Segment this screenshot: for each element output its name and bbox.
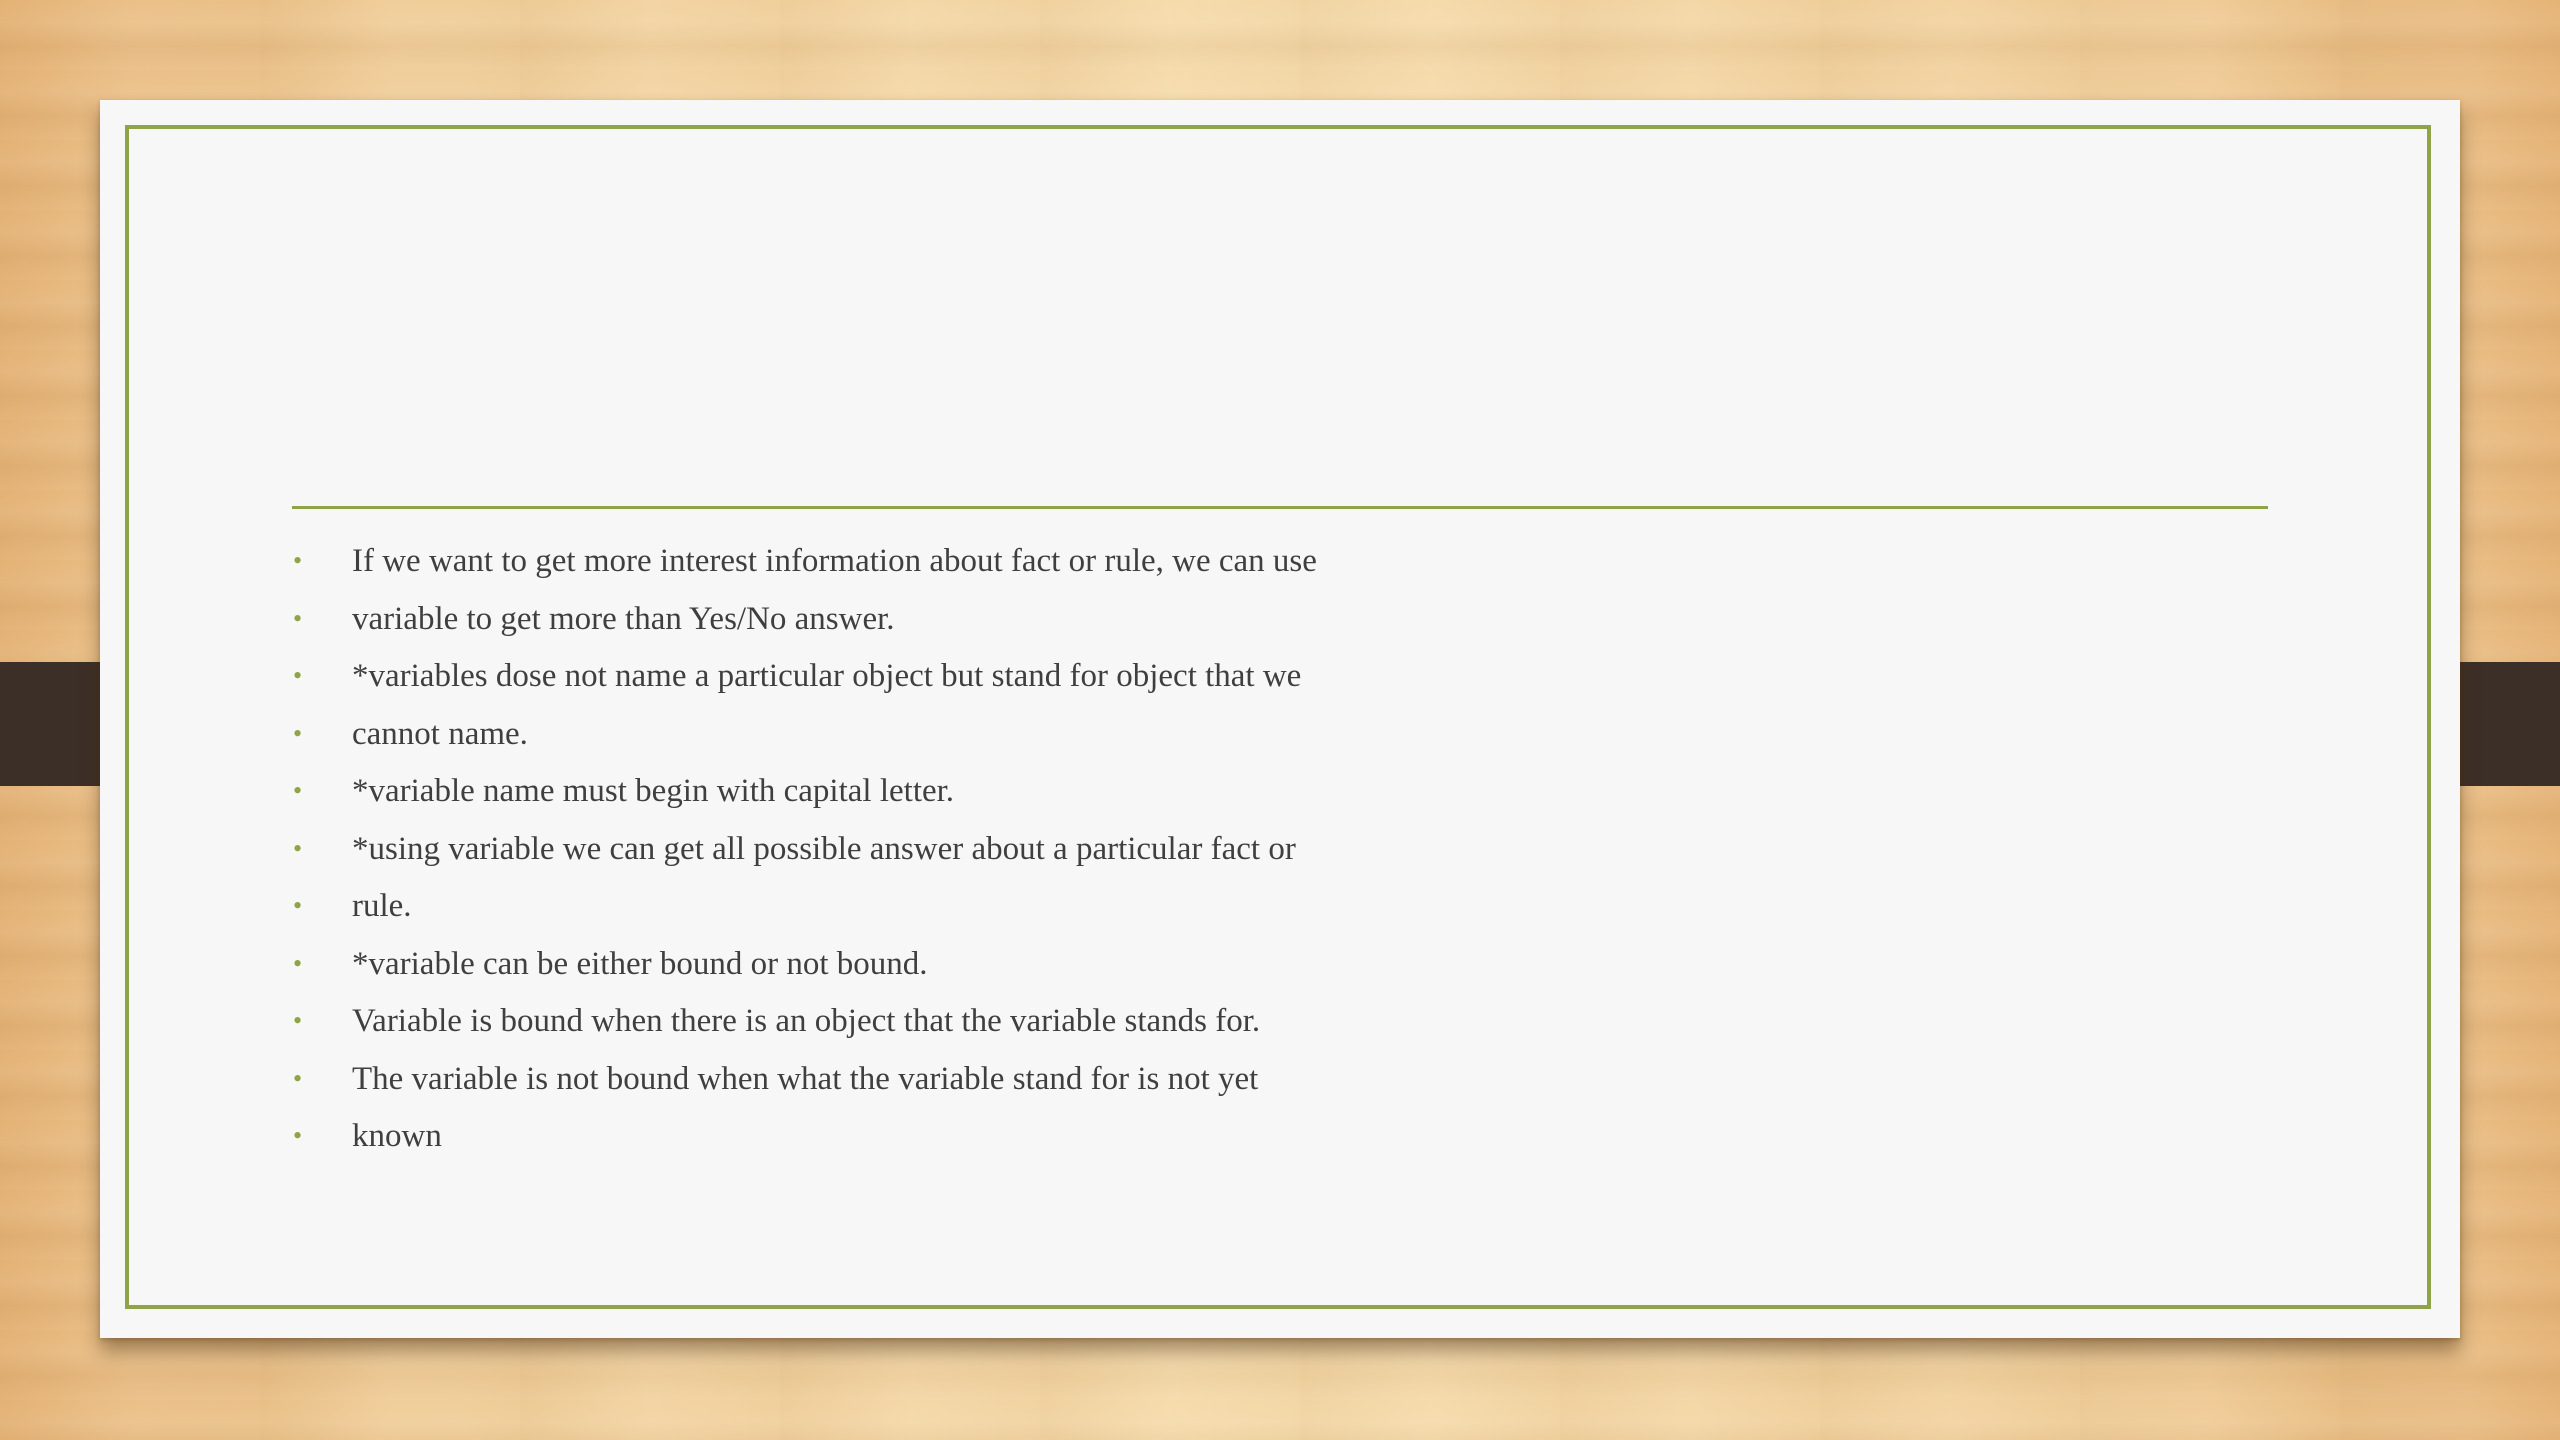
bullet-item bbox=[292, 939, 2192, 997]
bullet-icon: • bbox=[293, 1121, 303, 1150]
bullet-icon: • bbox=[293, 891, 303, 920]
bullet-list bbox=[292, 536, 2192, 1169]
bullet-icon: • bbox=[293, 661, 303, 690]
bullet-item bbox=[292, 881, 2192, 939]
bullet-text: *variable name must begin with capital letter. bbox=[352, 773, 955, 809]
bullet-text: Variable is bound when there is an object that the variable stands for. bbox=[352, 1003, 1261, 1039]
bullet-text: *variable can be either bound or not bound. bbox=[352, 945, 928, 982]
bullet-icon: • bbox=[293, 546, 303, 575]
bullet-item bbox=[292, 709, 2192, 767]
bullet-icon: • bbox=[293, 948, 303, 978]
bullet-text: If we want to get more interest information about fact or rule, we can use bbox=[352, 543, 1317, 579]
bullet-text: variable to get more than Yes/No answer. bbox=[352, 600, 895, 637]
bullet-item bbox=[292, 766, 2192, 824]
bullet-text: The variable is not bound when what the variable stand for is not yet bbox=[352, 1060, 1259, 1097]
bullet-icon: • bbox=[293, 1063, 303, 1093]
bullet-item bbox=[292, 594, 2192, 652]
bullet-text: known bbox=[352, 1118, 442, 1154]
bullet-icon: • bbox=[293, 718, 303, 748]
bullet-icon: • bbox=[293, 1006, 303, 1035]
bullet-text: rule. bbox=[352, 888, 412, 924]
bullet-item bbox=[292, 536, 2192, 594]
bullet-icon: • bbox=[293, 833, 303, 863]
bullet-text: *variables dose not name a particular object but stand for object that we bbox=[352, 658, 1302, 694]
bullet-item bbox=[292, 1111, 2192, 1169]
title-divider bbox=[292, 506, 2268, 509]
bullet-icon: • bbox=[293, 603, 303, 633]
bullet-text: cannot name. bbox=[352, 715, 528, 752]
bullet-item bbox=[292, 824, 2192, 882]
bullet-item bbox=[292, 651, 2192, 709]
bullet-item bbox=[292, 996, 2192, 1054]
bullet-item bbox=[292, 1054, 2192, 1112]
bullet-icon: • bbox=[293, 776, 303, 805]
bullet-text: *using variable we can get all possible answer about a particular fact or bbox=[352, 830, 1296, 867]
